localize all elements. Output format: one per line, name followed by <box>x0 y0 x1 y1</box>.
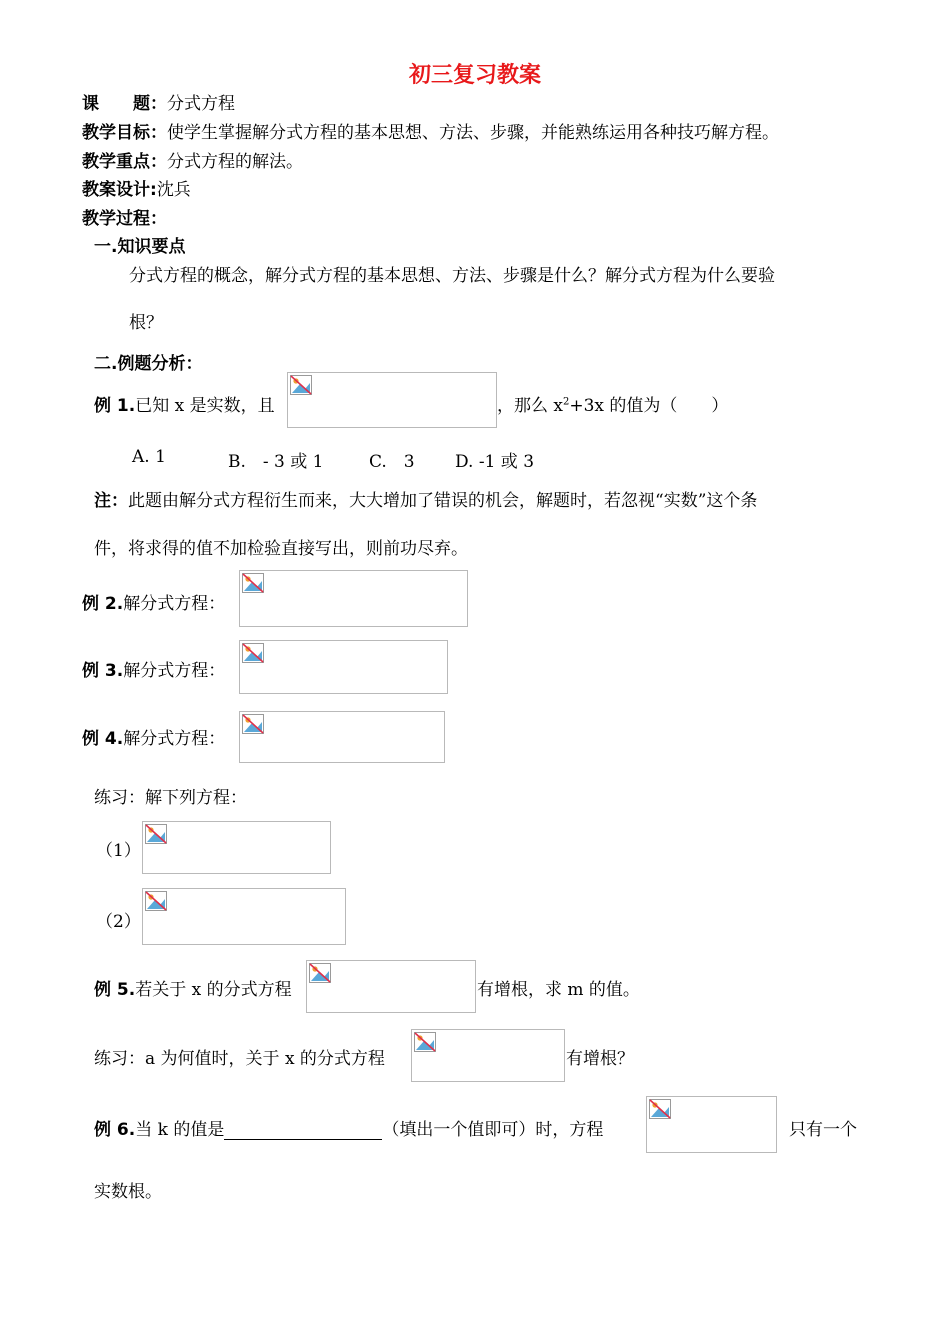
ex3-equation-image <box>239 640 448 694</box>
key-label: 教学重点： <box>82 152 167 172</box>
design-label: 教案设计: <box>82 180 157 200</box>
broken-image-icon <box>290 375 312 395</box>
section1-line2: 根？ <box>129 313 163 333</box>
broken-image-icon <box>145 824 167 844</box>
practice1-item2-image <box>142 888 346 945</box>
broken-image-icon <box>242 714 264 734</box>
ex6-answer-blank[interactable] <box>224 1121 382 1140</box>
ex6-label: 例 6. <box>94 1120 136 1140</box>
ex4-label: 例 4. <box>82 729 124 749</box>
practice2-equation-image <box>411 1029 565 1082</box>
section1-heading: 一.知识要点 <box>94 237 186 257</box>
design-row <box>82 175 191 200</box>
topic-label: 课 题： <box>82 94 167 114</box>
key-row <box>82 147 303 172</box>
ex5-text: 若关于 x 的分式方程 <box>135 980 292 1000</box>
ex2-equation-image <box>239 570 468 627</box>
practice1-heading: 练习：解下列方程： <box>94 788 247 808</box>
ex5-text-b: 有增根，求 m 的值。 <box>477 980 640 1000</box>
section2-heading: 二.例题分析： <box>94 354 203 374</box>
broken-image-icon <box>649 1099 671 1119</box>
broken-image-icon <box>242 643 264 663</box>
ex1-option-b: B. - 3 或 1 <box>228 452 324 472</box>
ex2-text: 解分式方程： <box>123 594 226 614</box>
ex3-row <box>82 656 225 681</box>
practice1-item1-label: （1） <box>96 841 141 861</box>
goal-label: 教学目标： <box>82 123 167 143</box>
ex6-text-b: （填出一个值即可）时，方程 <box>382 1120 604 1140</box>
design-value: 沈兵 <box>156 180 191 200</box>
ex4-row <box>82 724 225 749</box>
ex6-text: 当 k 的值是 <box>135 1120 225 1140</box>
ex4-text: 解分式方程： <box>123 729 226 749</box>
note-line1 <box>94 486 757 511</box>
ex1-option-c: C. 3 <box>369 452 415 472</box>
practice2-text-b: 有增根？ <box>566 1049 634 1069</box>
broken-image-icon <box>145 891 167 911</box>
practice1-item1-image <box>142 821 331 874</box>
topic-row <box>82 89 235 114</box>
ex6-equation-image <box>646 1096 777 1153</box>
ex1-text-b <box>497 391 728 416</box>
practice1-item2-label: （2） <box>96 912 141 932</box>
ex1-equation-image <box>287 372 497 428</box>
page-title: 初三复习教案 <box>408 63 541 88</box>
ex3-label: 例 3. <box>82 661 124 681</box>
note-text: 此题由解分式方程衍生而来，大大增加了错误的机会，解题时，若忽视“实数”这个条 <box>128 491 758 511</box>
ex1-superscript: 2 <box>563 396 570 408</box>
goal-row <box>82 118 779 143</box>
ex1-text: 已知 x 是实数，且 <box>135 396 275 416</box>
process-label: 教学过程： <box>82 209 167 229</box>
goal-value: 使学生掌握解分式方程的基本思想、方法、步骤，并能熟练运用各种技巧解方程。 <box>167 123 779 143</box>
key-value: 分式方程的解法。 <box>167 152 303 172</box>
ex2-row <box>82 589 225 614</box>
ex5-equation-image <box>306 960 476 1013</box>
section1-line1: 分式方程的概念，解分式方程的基本思想、方法、步骤是什么？解分式方程为什么要验 <box>129 266 775 286</box>
broken-image-icon <box>309 963 331 983</box>
broken-image-icon <box>414 1032 436 1052</box>
ex1-text-a <box>94 391 275 416</box>
topic-value: 分式方程 <box>167 94 235 114</box>
ex1-text-c: +3x 的值为（ ） <box>569 396 729 416</box>
ex1-text-b-part: ，那么 x <box>497 396 563 416</box>
ex5-label: 例 5. <box>94 980 136 1000</box>
ex6-text-c: 只有一个 <box>789 1120 857 1140</box>
ex6-line2: 实数根。 <box>94 1182 162 1202</box>
broken-image-icon <box>242 573 264 593</box>
ex1-label: 例 1. <box>94 396 136 416</box>
ex3-text: 解分式方程： <box>123 661 226 681</box>
ex6-text-a <box>94 1115 603 1140</box>
ex1-option-a: A. 1 <box>132 447 166 467</box>
ex5-text-a <box>94 975 292 1000</box>
ex4-equation-image <box>239 711 445 763</box>
ex1-option-d: D. -1 或 3 <box>455 452 535 472</box>
ex2-label: 例 2. <box>82 594 124 614</box>
note-label: 注： <box>94 491 128 511</box>
practice2-text-a: 练习：a 为何值时，关于 x 的分式方程 <box>94 1049 385 1069</box>
note-line2: 件，将求得的值不加检验直接写出，则前功尽弃。 <box>94 539 468 559</box>
